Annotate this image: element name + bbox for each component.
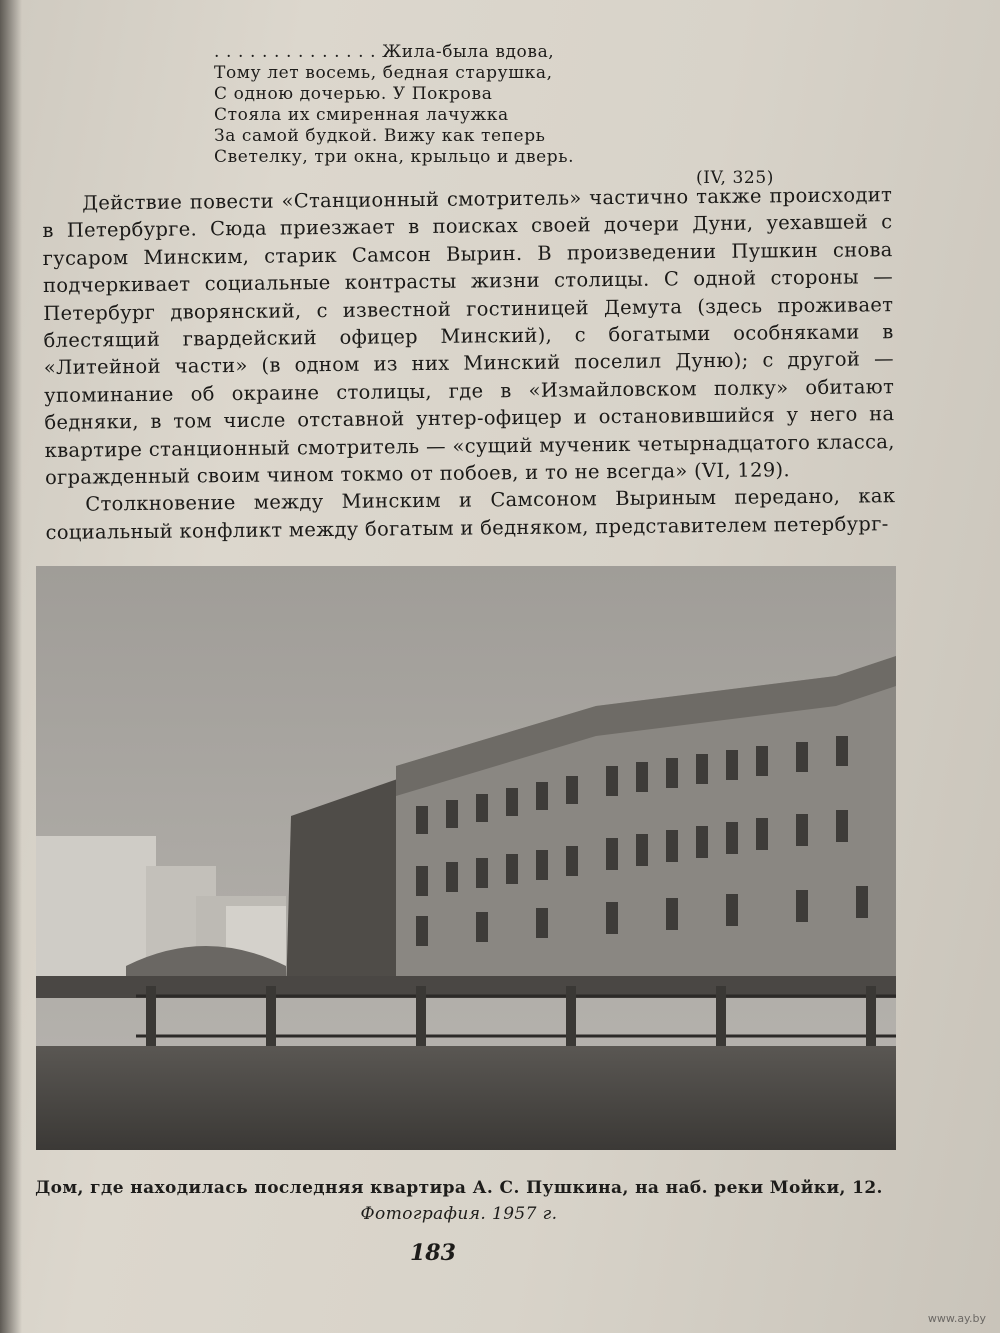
verse-line-2: Тому лет восемь, бедная старушка, [214, 63, 553, 83]
watermark-text: www.ay.by [927, 1312, 986, 1325]
caption-line-1: Дом, где находилась последняя квартира А. С. Пушкина, на наб. реки Мойки, 12. [35, 1178, 883, 1198]
verse-reference: (IV, 325) [696, 168, 774, 188]
page-number: 183 [410, 1240, 456, 1266]
paragraph-1: Действие повести «Станционный смотритель» частично также происходит в Петербурге. Сюда приезжает в поисках своей дочери Дуни, уехавшей с гусаром Минским, старик Самсон Вырин. В произведении Пушкин снова подчеркивает социальные контрасты жизни столицы. С одной стороны — Петербург дворянский, с известной гостиницей Демута (здесь проживает блестящий гвардейский офицер Минский), с богатыми особняками в «Литейной части» (в одном из них Минский поселил Дуню); с другой — упоминание об окраине столицы, где в «Измайловском полку» обитают бедняки, в том числе отставной унтер-офицер и остановившийся у него на квартире станционный смотритель — «сущий мученик четырнадцатого класса, огражденный своим чином токмо от побоев, и то не всегда» (VI, 129). [42, 183, 895, 490]
body-text [42, 181, 896, 546]
caption-line-2: Фотография. 1957 г. [360, 1204, 558, 1224]
verse-excerpt [214, 42, 774, 188]
verse-line-5: За самой будкой. Вижу как теперь [214, 126, 546, 146]
verse-line-1: . . . . . . . . . . . . . . Жила-была вдова, [214, 42, 555, 62]
paragraph-2: Столкновение между Минским и Самсоном Выриным передано, как социальный конфликт между богатым и бедняком, представителем петербург- [45, 484, 896, 544]
verse-line-3: С одною дочерью. У Покрова [214, 84, 493, 104]
verse-line-4: Стояла их смиренная лачужка [214, 105, 509, 125]
photograph-illustration [36, 566, 896, 1150]
verse-line-6: Светелку, три окна, крыльцо и дверь. [214, 147, 575, 167]
photo-caption [14, 1178, 904, 1224]
photograph-moika-house [36, 566, 896, 1150]
